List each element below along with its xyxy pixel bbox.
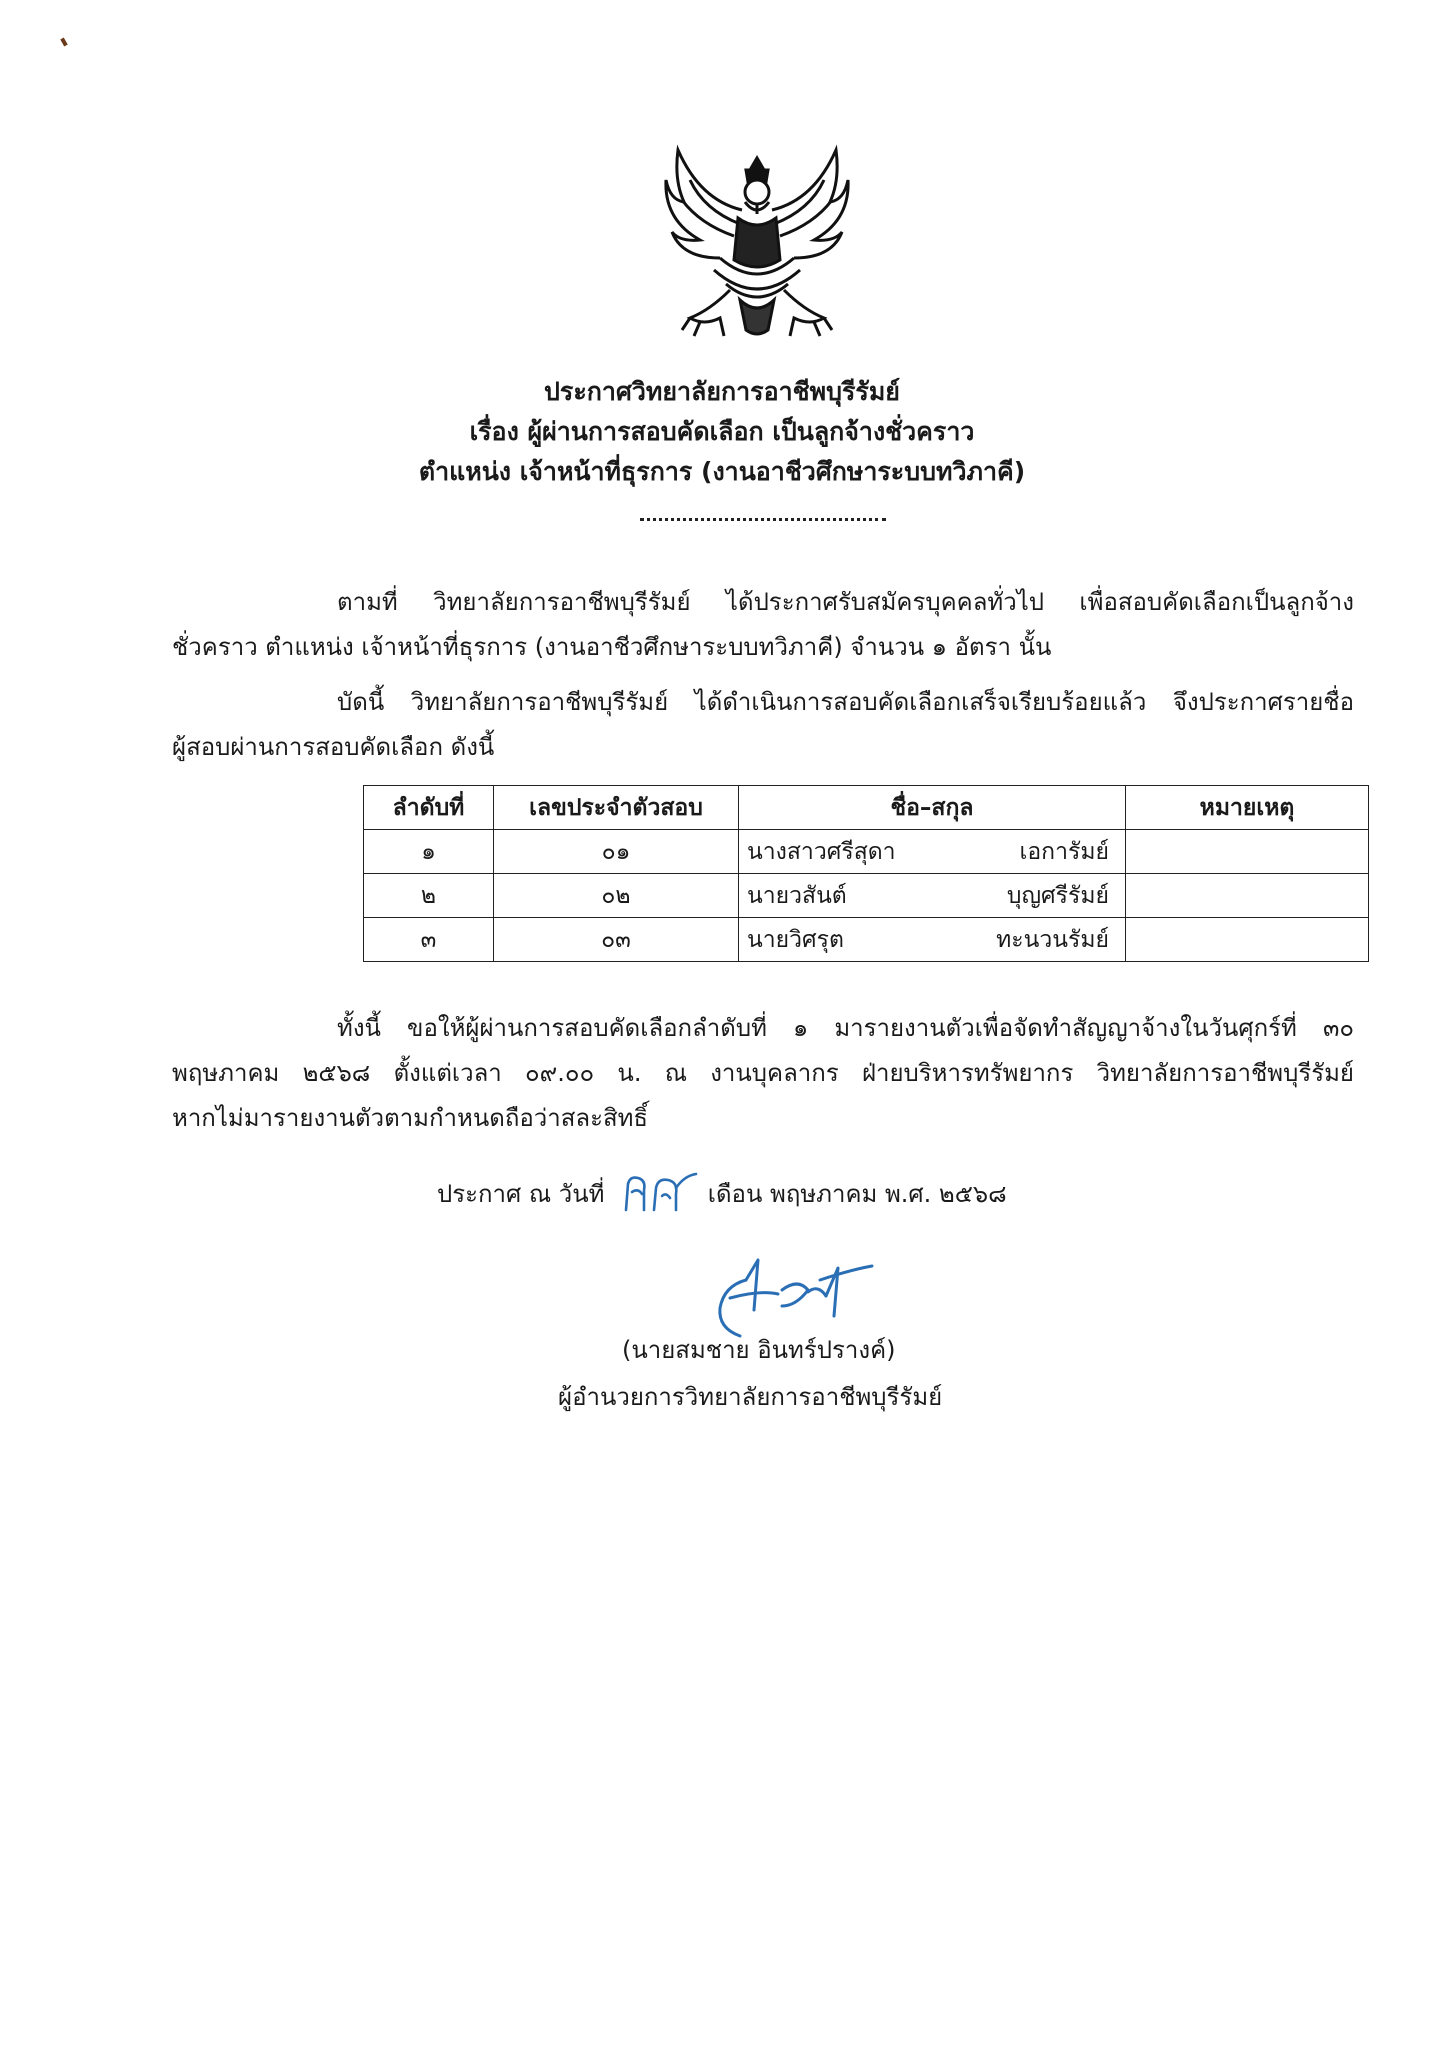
handwritten-day: [622, 1170, 700, 1216]
dotted-divider: [640, 518, 886, 521]
cell-remark: [1126, 830, 1369, 874]
date-month-year: เดือน พฤษภาคม พ.ศ. ๒๕๖๘: [707, 1180, 1007, 1208]
announcement-header: [0, 372, 1444, 492]
table-row: [364, 830, 1369, 874]
table-header-row: [364, 786, 1369, 830]
cell-exam-id: ๐๒: [494, 874, 739, 918]
header-remark: หมายเหตุ: [1126, 786, 1369, 830]
garuda-emblem-icon: [660, 140, 855, 345]
cell-exam-id: ๐๓: [494, 918, 739, 962]
paragraph-3-line-3: หากไม่มารายงานตัวตามกำหนดถือว่าสละสิทธิ์: [172, 1104, 649, 1132]
cell-full-name: [739, 918, 1126, 962]
cell-last-name: บุญศรีรัมย์: [1006, 882, 1109, 909]
cell-exam-id: ๐๑: [494, 830, 739, 874]
paragraph-3-line-1: ทั้งนี้ ขอให้ผู้ผ่านการสอบคัดเลือกลำดับที่ ๑ มารายงานตัวเพื่อจัดทำสัญญาจ้างในวันศุกร์ที่ ๓๐: [337, 1014, 1354, 1042]
header-line-1: ประกาศวิทยาลัยการอาชีพบุรีรัมย์: [544, 377, 900, 406]
table-row: [364, 874, 1369, 918]
cell-first-name: นายวสันต์: [747, 882, 847, 909]
announcement-date: [437, 1170, 1017, 1216]
cell-remark: [1126, 918, 1369, 962]
passed-candidates-table: [363, 785, 1369, 962]
handwritten-signature-icon: [700, 1250, 885, 1340]
cell-last-name: เอการัมย์: [1019, 838, 1109, 865]
header-line-3: ตำแหน่ง เจ้าหน้าที่ธุรการ (งานอาชีวศึกษาระบบทวิภาคี): [418, 457, 1026, 486]
cell-last-name: ทะนวนรัมย์: [996, 926, 1109, 953]
paragraph-1: [172, 580, 1354, 670]
paragraph-3-line-2: พฤษภาคม ๒๕๖๘ ตั้งแต่เวลา ๐๙.๐๐ น. ณ งานบุคลากร ฝ่ายบริหารทรัพยากร วิทยาลัยการอาชีพบุรีรัมย์: [172, 1059, 1354, 1087]
cell-order: ๓: [364, 918, 494, 962]
header-exam-id: เลขประจำตัวสอบ: [494, 786, 739, 830]
scan-speck: [60, 38, 67, 47]
signer-name: (นายสมชาย อินทร์ปรางค์): [622, 1336, 896, 1364]
header-order: ลำดับที่: [364, 786, 494, 830]
cell-remark: [1126, 874, 1369, 918]
paragraph-2-line-1: บัดนี้ วิทยาลัยการอาชีพบุรีรัมย์ ได้ดำเนินการสอบคัดเลือกเสร็จเรียบร้อยแล้ว จึงประกาศรายชื่อ: [337, 688, 1354, 716]
paragraph-2-line-2: ผู้สอบผ่านการสอบคัดเลือก ดังนี้: [172, 733, 495, 761]
cell-first-name: นางสาวศรีสุดา: [747, 838, 896, 865]
signer-position: ผู้อำนวยการวิทยาลัยการอาชีพบุรีรัมย์: [558, 1383, 943, 1411]
table-row: [364, 918, 1369, 962]
cell-order: ๑: [364, 830, 494, 874]
header-line-2: เรื่อง ผู้ผ่านการสอบคัดเลือก เป็นลูกจ้างชั่วคราว: [469, 417, 975, 446]
paragraph-2: [172, 680, 1354, 770]
date-prefix: ประกาศ ณ วันที่: [437, 1180, 605, 1208]
paragraph-1-line-2: ชั่วคราว ตำแหน่ง เจ้าหน้าที่ธุรการ (งานอาชีวศึกษาระบบทวิภาคี) จำนวน ๑ อัตรา นั้น: [172, 633, 1052, 661]
paragraph-3: [172, 1006, 1354, 1141]
cell-first-name: นายวิศรุต: [747, 926, 844, 953]
header-full-name: ชื่อ–สกุล: [739, 786, 1126, 830]
cell-full-name: [739, 874, 1126, 918]
cell-order: ๒: [364, 874, 494, 918]
paragraph-1-line-1: ตามที่ วิทยาลัยการอาชีพบุรีรัมย์ ได้ประกาศรับสมัครบุคคลทั่วไป เพื่อสอบคัดเลือกเป็นลูกจ้าง: [337, 588, 1354, 616]
cell-full-name: [739, 830, 1126, 874]
